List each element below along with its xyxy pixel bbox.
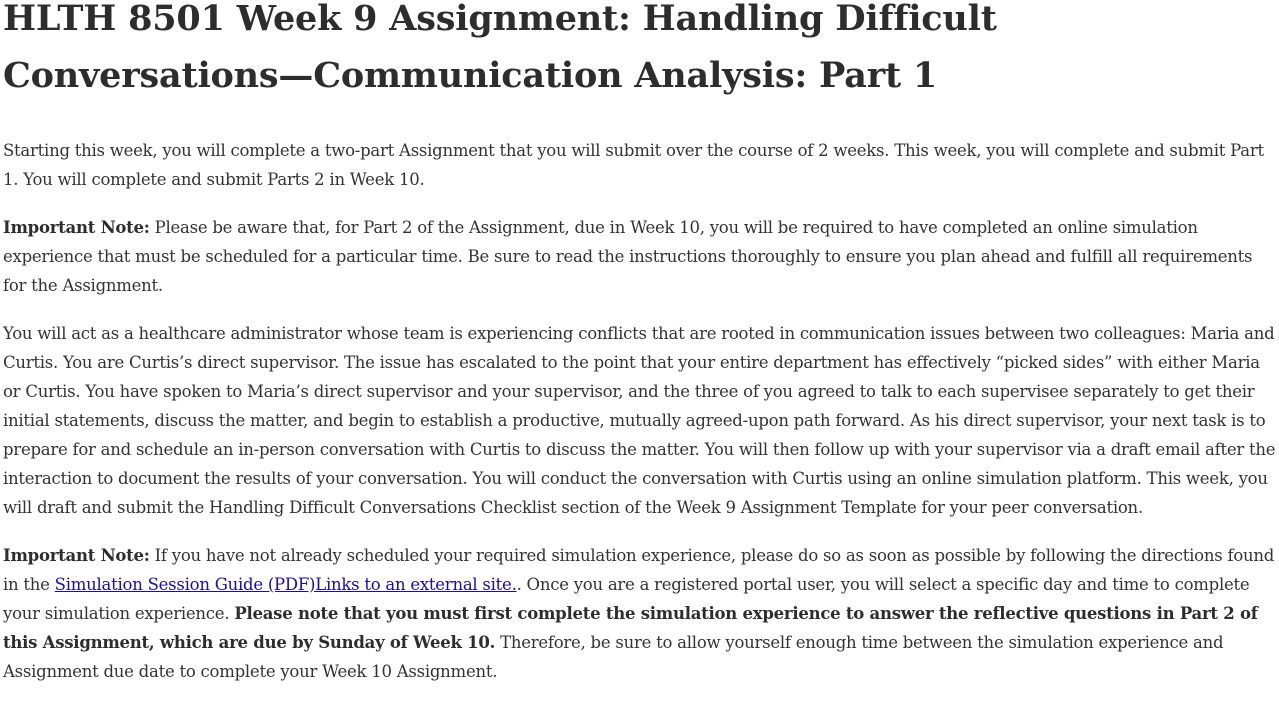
important-note-paragraph-2: [3, 541, 1276, 686]
simulation-session-guide-link[interactable]: Simulation Session Guide (PDF)Links to an external site.: [54, 575, 517, 594]
important-note-label-2: Important Note:: [3, 546, 150, 565]
important-note-label-1: Important Note:: [3, 218, 150, 237]
page-title: HLTH 8501 Week 9 Assignment: Handling Difficult Conversations—Communication Analysis: Part 1: [3, 0, 997, 96]
important-note-paragraph-1: [3, 213, 1276, 300]
scenario-paragraph: You will act as a healthcare administrator whose team is experiencing conflicts that are rooted in communication issues between two colleagues: Maria and Curtis. You are Curtis’s direct supervisor. The issue has escalated to the point that your entire department has effectively “picked sides” with either Maria or Curtis. You have spoken to Maria’s direct supervisor and your supervisor, and the three of you agreed to talk to each supervisee separately to get their initial statements, discuss the matter, and begin to establish a productive, mutually agreed-upon path forward. As his direct supervisor, your next task is to prepare for and schedule an in-person conversation with Curtis to discuss the matter. You will then follow up with your supervisor via a draft email after the interaction to document the results of your conversation. You will conduct the conversation with Curtis using an online simulation platform. This week, you will draft and submit the Handling Difficult Conversations Checklist section of the Week 9 Assignment Template for your peer conversation.: [3, 324, 1276, 517]
important-note-text-2b: . Once you are a registered portal user, you will select a specific day and time to complete your simulation experience.: [3, 575, 1250, 623]
important-note-bold-text: Please note that you must first complete the simulation experience to answer the reflective questions in Part 2 of this Assignment, which are due by Sunday of Week 10.: [3, 604, 1258, 652]
important-note-text-2c: Therefore, be sure to allow yourself enough time between the simulation experience and Assignment due date to complete your Week 10 Assignment.: [3, 633, 1224, 681]
important-note-text-1: Please be aware that, for Part 2 of the Assignment, due in Week 10, you will be required to have completed an online simulation experience that must be scheduled for a particular time. Be sure to read the instructions thoroughly to ensure you plan ahead and fulfill all requirements for the Assignment.: [3, 218, 1253, 295]
important-note-text-2a: If you have not already scheduled your required simulation experience, please do so as soon as possible by following the directions found in the: [3, 546, 1275, 594]
intro-paragraph: Starting this week, you will complete a two-part Assignment that you will submit over the course of 2 weeks. This week, you will complete and submit Part 1. You will complete and submit Parts 2 in Week 10.: [3, 141, 1264, 189]
